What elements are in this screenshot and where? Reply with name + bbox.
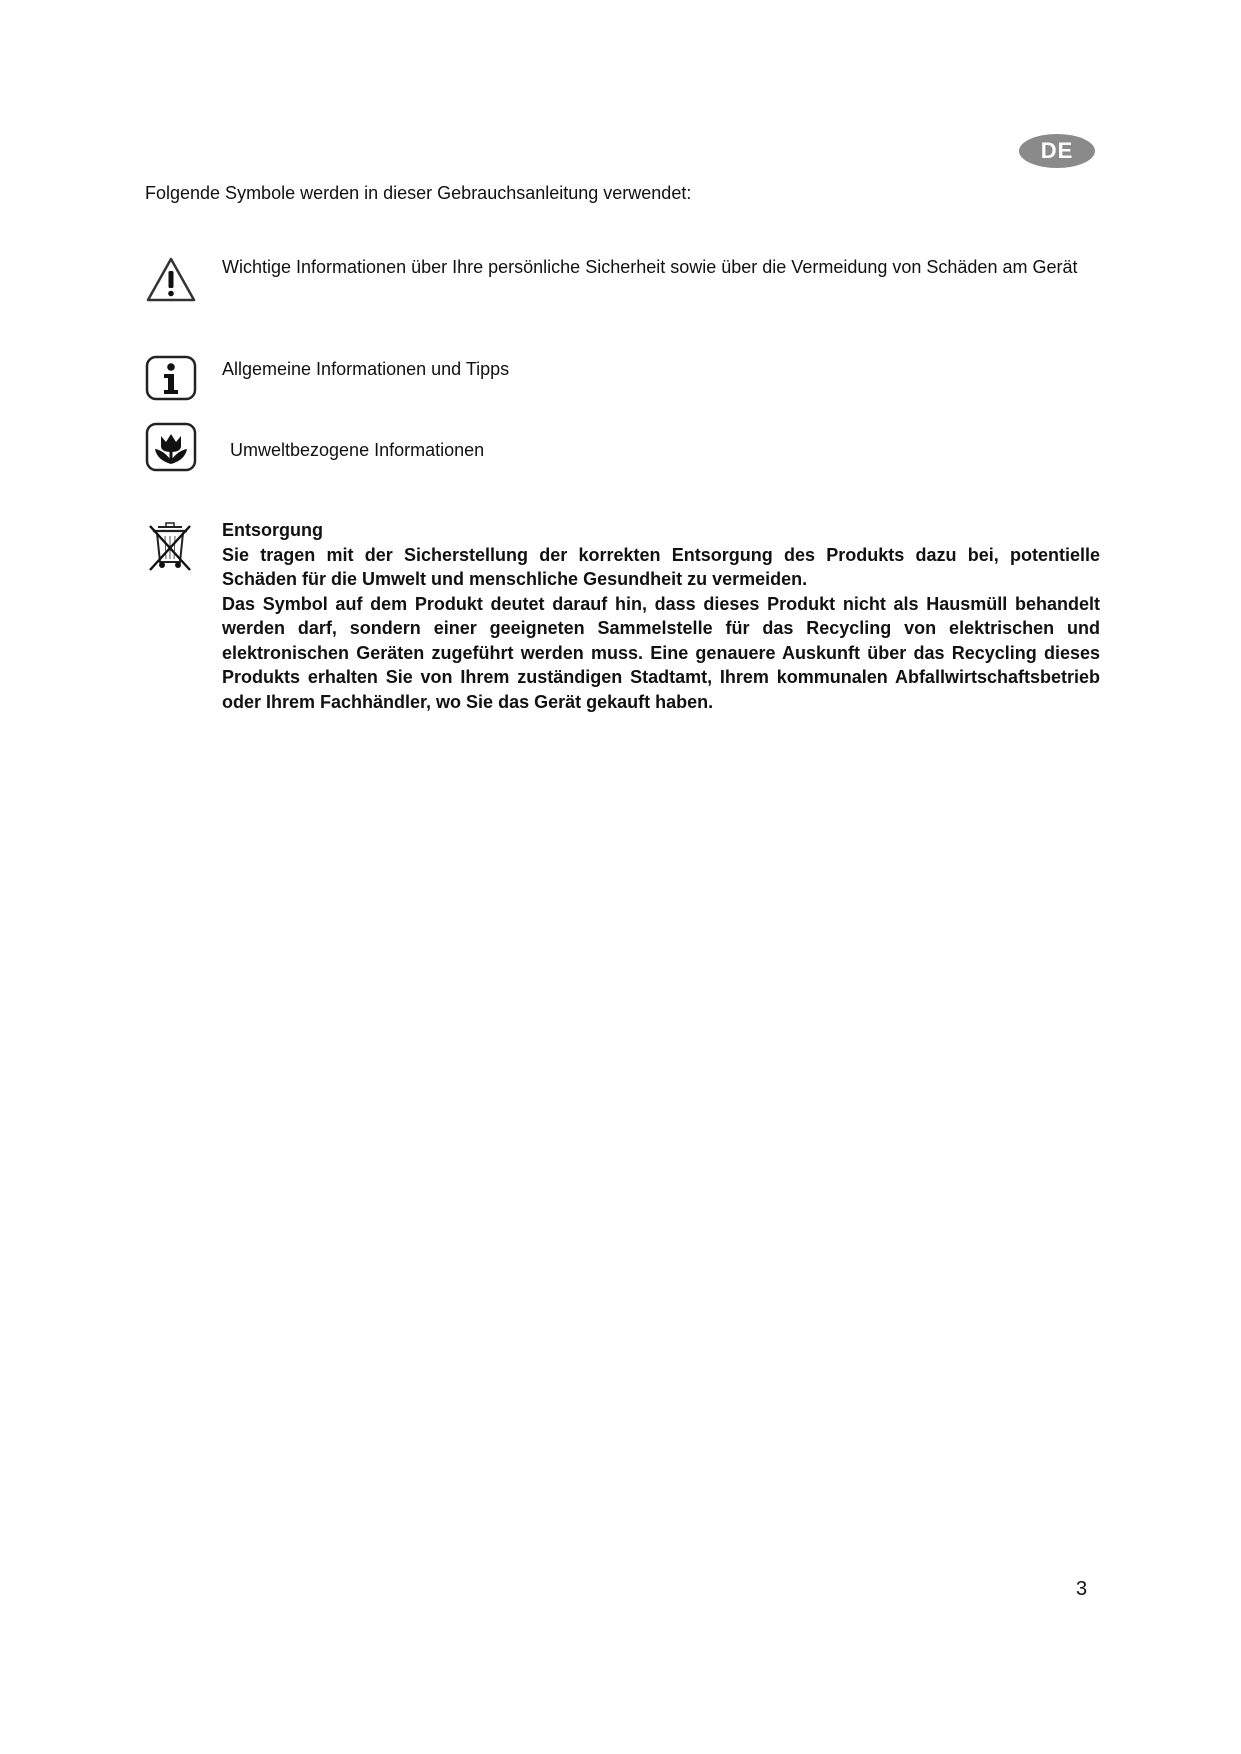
- info-text: Allgemeine Informationen und Tipps: [222, 359, 510, 379]
- symbol-row-warning: [145, 255, 1100, 315]
- symbol-row-environment: [145, 422, 1100, 472]
- disposal-title: Entsorgung: [222, 520, 323, 540]
- symbol-row-disposal: [145, 518, 1100, 718]
- intro-text: Folgende Symbole werden in dieser Gebrauchsanleitung verwendet:: [145, 183, 692, 203]
- language-badge: DE: [1019, 134, 1095, 168]
- environment-text: Umweltbezogene Informationen: [230, 440, 485, 460]
- disposal-text-block: [222, 518, 1100, 714]
- disposal-paragraph-1: Sie tragen mit der Sicherstellung der korrekten Entsorgung des Produkts dazu bei, potentielle Schäden für die Umwelt und menschliche Gesundheit zu vermeiden.: [222, 544, 1100, 589]
- crossed-bin-icon: [145, 518, 195, 579]
- info-icon: [145, 355, 197, 406]
- flower-environment-icon: [145, 422, 197, 477]
- warning-text: Wichtige Informationen über Ihre persönliche Sicherheit sowie über die Vermeidung von Schäden am Gerät: [222, 257, 1078, 277]
- symbol-row-info: [145, 355, 1100, 405]
- page-number: 3: [1076, 1578, 1088, 1600]
- warning-triangle-icon: [145, 255, 197, 310]
- disposal-paragraph-2: Das Symbol auf dem Produkt deutet darauf hin, dass dieses Produkt nicht als Hausmüll behandelt werden darf, sondern einer geeigneten Sammelstelle für das Recycling von elektrischen und elektronischen Geräten zugeführt werden muss. Eine genauere Auskunft über das Recycling dieses Produkts erhalten Sie von Ihrem zuständigen Stadtamt, Ihrem kommunalen Abfallwirtschaftsbetrieb oder Ihrem Fachhändler, wo Sie das Gerät gekauft haben.: [222, 593, 1100, 712]
